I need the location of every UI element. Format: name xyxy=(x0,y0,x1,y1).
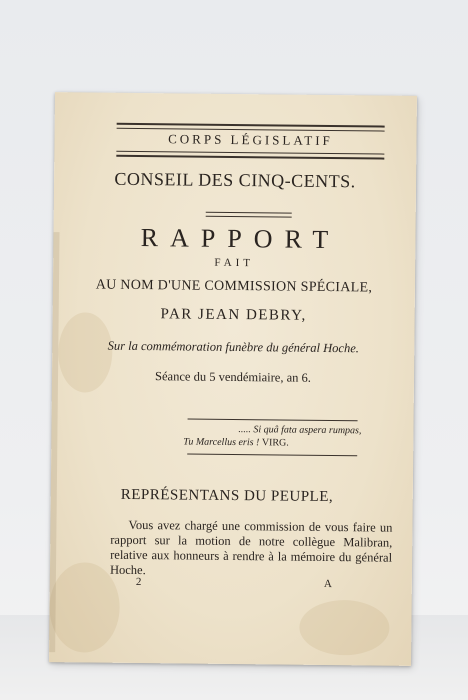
salutation: REPRÉSENTANS DU PEUPLE, xyxy=(120,486,334,506)
header-title: CORPS LÉGISLATIF xyxy=(168,131,333,149)
epigraph-quote: Tu Marcellus eris ! xyxy=(183,436,260,449)
paper-stain xyxy=(299,600,390,656)
header-frame xyxy=(116,123,384,160)
epigraph-rule-top xyxy=(188,419,358,422)
signature-letter: A xyxy=(323,577,332,591)
epigraph-line-2 xyxy=(183,436,359,449)
pamphlet-page xyxy=(49,92,417,666)
decorative-rule xyxy=(206,212,292,218)
epigraph-line-1: ..... Si quâ fata aspera rumpas, xyxy=(238,424,362,437)
epigraph-rule-bottom xyxy=(187,454,357,457)
author-line: PAR JEAN DEBRY, xyxy=(160,306,307,324)
document-subtitle: FAIT xyxy=(214,256,255,270)
topic-line: Sur la commémoration funèbre du général Hoche. xyxy=(107,338,360,356)
session-line: Séance du 5 vendémiaire, an 6. xyxy=(155,369,312,385)
council-name: CONSEIL DES CINQ-CENTS. xyxy=(114,168,356,192)
signature-number: 2 xyxy=(135,575,142,589)
body-paragraph: Vous avez chargé une commission de vous faire un rapport sur la motion de notre collègue Malibran, relative aux honneurs à rendre à la mémoire du général Hoche. xyxy=(109,517,393,578)
epigraph-author: VIRG. xyxy=(261,437,289,449)
commission-line: AU NOM D'UNE COMMISSION SPÉCIALE, xyxy=(95,277,373,296)
document-title: RAPPORT xyxy=(140,223,341,255)
